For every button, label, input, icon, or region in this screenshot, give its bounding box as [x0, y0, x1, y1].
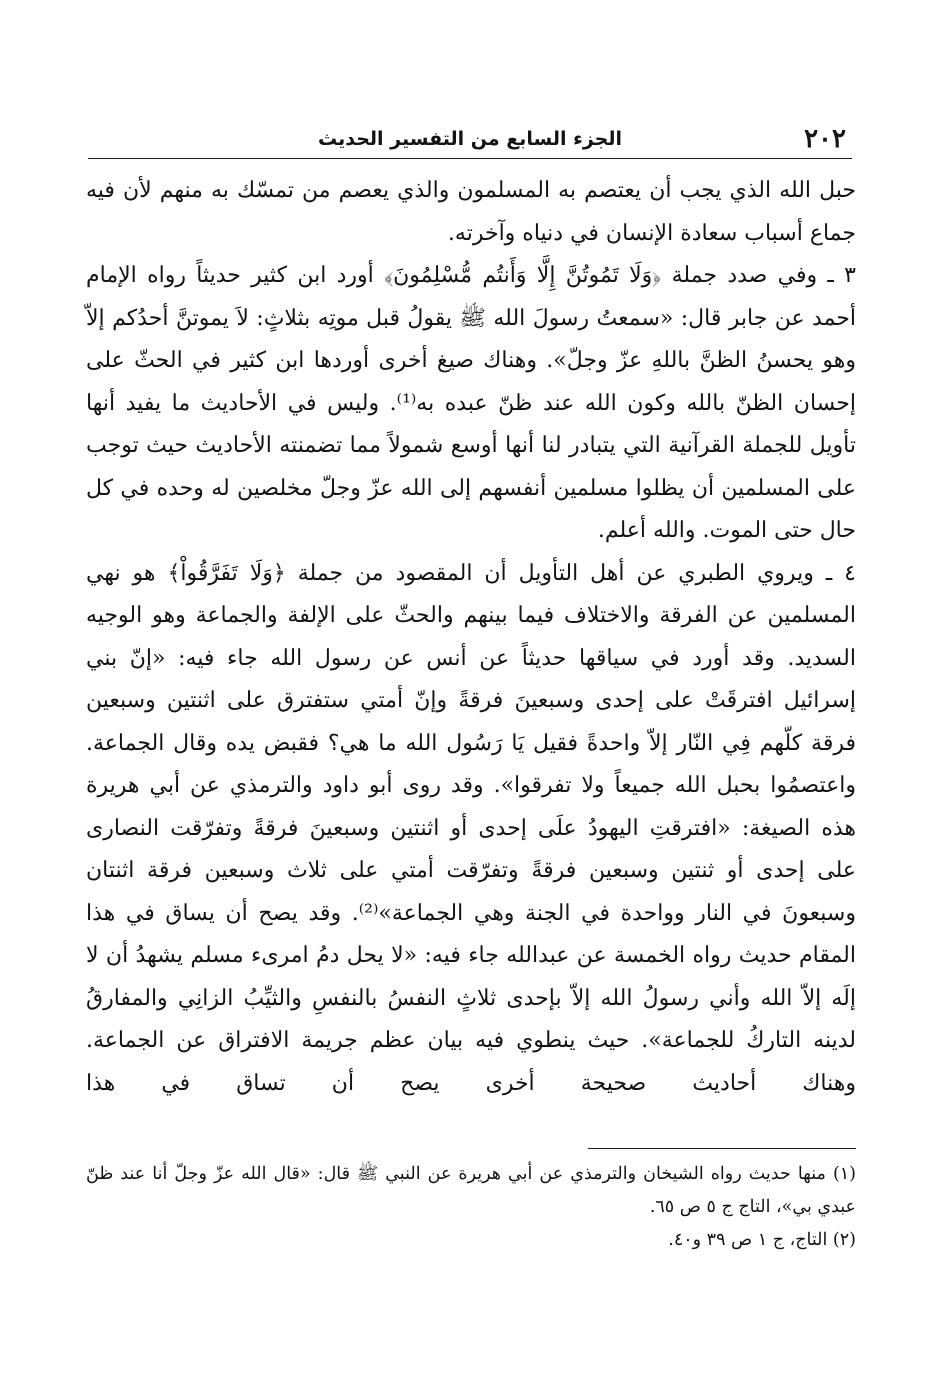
- running-header: [88, 122, 852, 159]
- page-number: ٢٠٢: [804, 124, 846, 154]
- footnote-1: (١) منها حديث رواه الشيخان والترمذي عن أبي هريرة عن النبي ﷺ قال: «قال الله عزّ وجلّ أنا عند ظنّ عبدي بي»، التاج ج ٥ ص ٦٥.: [86, 1164, 856, 1217]
- running-title: الجزء السابع من التفسير الحديث: [318, 128, 622, 150]
- paragraph-continuation: حبل الله الذي يجب أن يعتصم به المسلمون والذي يعصم من تمسّك به منهم لأن فيه جماع أسباب سعادة الإنسان في دنياه وآخرته.: [86, 178, 856, 246]
- footnotes: [86, 1158, 856, 1257]
- paragraph-3: ٣ ـ وفي صدد جملة ﴿وَلَا تَمُوتُنَّ إِلَّا وَأَنتُم مُّسْلِمُونَ﴾ أورد ابن كثير حديثاً رواه الإمام أحمد عن جابر قال: «سمعتُ رسولَ الله ﷺ يقولُ قبل موتِه بثلاثٍ: لاَ يموتنَّ أحدُكم إلاّ وهو يحسنُ الظنَّ باللهِ عزّ وجلّ». وهناك صيغ أخرى أوردها ابن كثير في الحثّ على إحسان الظنّ بالله وكون الله عند ظنّ عبده به⁽¹⁾. وليس في الأحاديث ما يفيد أنها تأويل للجملة القرآنية التي يتبادر لنا أنها أوسع شمولاً مما تضمنته الأحاديث حيث توجب على المسلمين أن يظلوا مسلمين أنفسهم إلى الله عزّ وجلّ مخلصين له وحده في كل حال حتى الموت. والله أعلم.: [86, 263, 856, 543]
- footnote-separator: [588, 1148, 856, 1149]
- main-text: [86, 170, 856, 1105]
- paragraph-4: ٤ ـ ويروي الطبري عن أهل التأويل أن المقصود من جملة ﴿وَلَا تَفَرَّقُواْ﴾ هو نهي المسلمين عن الفرقة والاختلاف فيما بينهم والحثّ على الإلفة والجماعة وهو الوجيه السديد. وقد أورد في سياقها حديثاً عن أنس عن رسول الله جاء فيه: «إنّ بني إسرائيل افترقَتْ على إحدى وسبعينَ فرقةً وإنّ أمتي ستفترق على اثنتين وسبعين فرقة كلّهم فِي النّار إلاّ واحدةً فقيل يَا رَسُول الله ما هي؟ فقبض يده وقال الجماعة. واعتصمُوا بحبل الله جميعاً ولا تفرقوا». وقد روى أبو داود والترمذي عن أبي هريرة هذه الصيغة: «افترقتِ اليهودُ علَى إحدى أو اثنتين وسبعينَ فرقةً وتفرّقت النصارى على إحدى أو ثنتين وسبعين فرقةً وتفرّقت أمتي على ثلاث وسبعين فرقة اثنتان وسبعونَ في النار وواحدة في الجنة وهي الجماعة»⁽²⁾. وقد يصح أن يساق في هذا المقام حديث رواه الخمسة عن عبدالله جاء فيه: «لا يحل دمُ امرىء مسلم يشهدُ أن لا إلَه إلاّ الله وأني رسولُ الله إلاّ بإحدى ثلاثٍ النفسُ بالنفسِ والثيِّبُ الزانِي والمفارقُ لدينه التاركُ للجماعة». حيث ينطوي فيه بيان عظم جريمة الافتراق عن الجماعة. وهناك أحاديث صحيحة أخرى يصح أن تساق في هذا: [86, 560, 856, 1096]
- footnote-2: (٢) التاج، ج ١ ص ٣٩ و٤٠.: [668, 1230, 856, 1250]
